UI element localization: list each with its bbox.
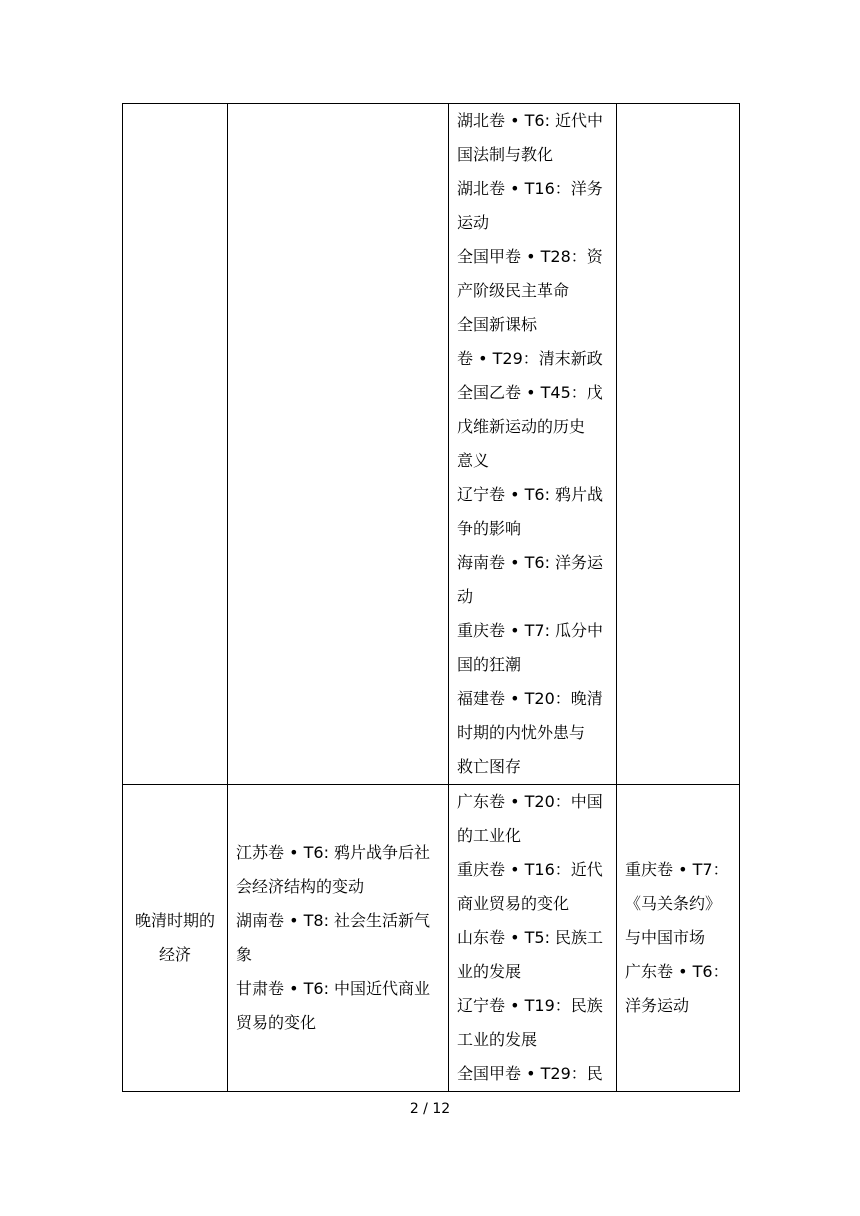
- topic-line: 经济: [158, 945, 191, 964]
- page-number: 2 / 12: [409, 1101, 451, 1117]
- cell-line: 运动: [457, 213, 490, 232]
- cell-line: 动: [457, 587, 474, 606]
- cell-line: 卷 • T29：清末新政: [457, 349, 603, 368]
- cell-line: 贸易的变化: [236, 1013, 317, 1032]
- cell-line: 工业的发展: [457, 1030, 538, 1049]
- cell-line: 湖北卷 • T6: 近代中: [457, 111, 604, 130]
- cell-line: 产阶级民主革命: [457, 281, 570, 300]
- exam-cell-col4: [617, 785, 740, 1092]
- cell-line: 国的狂潮: [457, 655, 522, 674]
- cell-line: 福建卷 • T20：晚清: [457, 689, 603, 708]
- cell-line: 重庆卷 • T16：近代: [457, 860, 603, 879]
- cell-line: 争的影响: [457, 519, 522, 538]
- table-row: [123, 104, 740, 785]
- table-row: [123, 785, 740, 1092]
- cell-line: 甘肃卷 • T6: 中国近代商业: [236, 979, 431, 998]
- cell-line: 意义: [457, 451, 490, 470]
- cell-line: 的工业化: [457, 826, 522, 845]
- cell-line: 救亡图存: [457, 757, 522, 776]
- cell-line: 全国甲卷 • T28：资: [457, 247, 603, 266]
- exam-cell-col2: [228, 104, 449, 785]
- topic-line: 晚清时期的: [134, 911, 215, 930]
- cell-line: 象: [236, 945, 253, 964]
- exam-cell-col4: [617, 104, 740, 785]
- cell-line: 洋务运动: [625, 996, 690, 1015]
- exam-cell-col3: [449, 104, 617, 785]
- cell-line: 时期的内忧外患与: [457, 723, 586, 742]
- cell-line: 业的发展: [457, 962, 522, 981]
- exam-topic-table: [122, 103, 740, 1092]
- cell-line: 全国新课标: [457, 315, 538, 334]
- topic-cell: [123, 104, 228, 785]
- cell-line: 《马关条约》: [625, 894, 722, 913]
- cell-line: 湖北卷 • T16：洋务: [457, 179, 603, 198]
- exam-cell-col2: [228, 785, 449, 1092]
- cell-line: 湖南卷 • T8: 社会生活新气: [236, 911, 431, 930]
- cell-line: 辽宁卷 • T6: 鸦片战: [457, 485, 604, 504]
- cell-line: 全国乙卷 • T45：戊: [457, 383, 603, 402]
- cell-line: 辽宁卷 • T19：民族: [457, 996, 603, 1015]
- cell-line: 山东卷 • T5: 民族工: [457, 928, 604, 947]
- cell-line: 戊维新运动的历史: [457, 417, 586, 436]
- cell-line: 全国甲卷 • T29：民: [457, 1064, 603, 1083]
- topic-cell: [123, 785, 228, 1092]
- cell-line: 江苏卷 • T6: 鸦片战争后社: [236, 843, 431, 862]
- cell-line: 广东卷 • T20：中国: [457, 792, 603, 811]
- cell-line: 重庆卷 • T7：: [625, 860, 729, 879]
- exam-cell-col3: [449, 785, 617, 1092]
- cell-line: 与中国市场: [625, 928, 706, 947]
- cell-line: 会经济结构的变动: [236, 877, 365, 896]
- cell-line: 重庆卷 • T7: 瓜分中: [457, 621, 604, 640]
- cell-line: 广东卷 • T6：: [625, 962, 729, 981]
- cell-line: 海南卷 • T6: 洋务运: [457, 553, 604, 572]
- cell-line: 国法制与教化: [457, 145, 554, 164]
- cell-line: 商业贸易的变化: [457, 894, 570, 913]
